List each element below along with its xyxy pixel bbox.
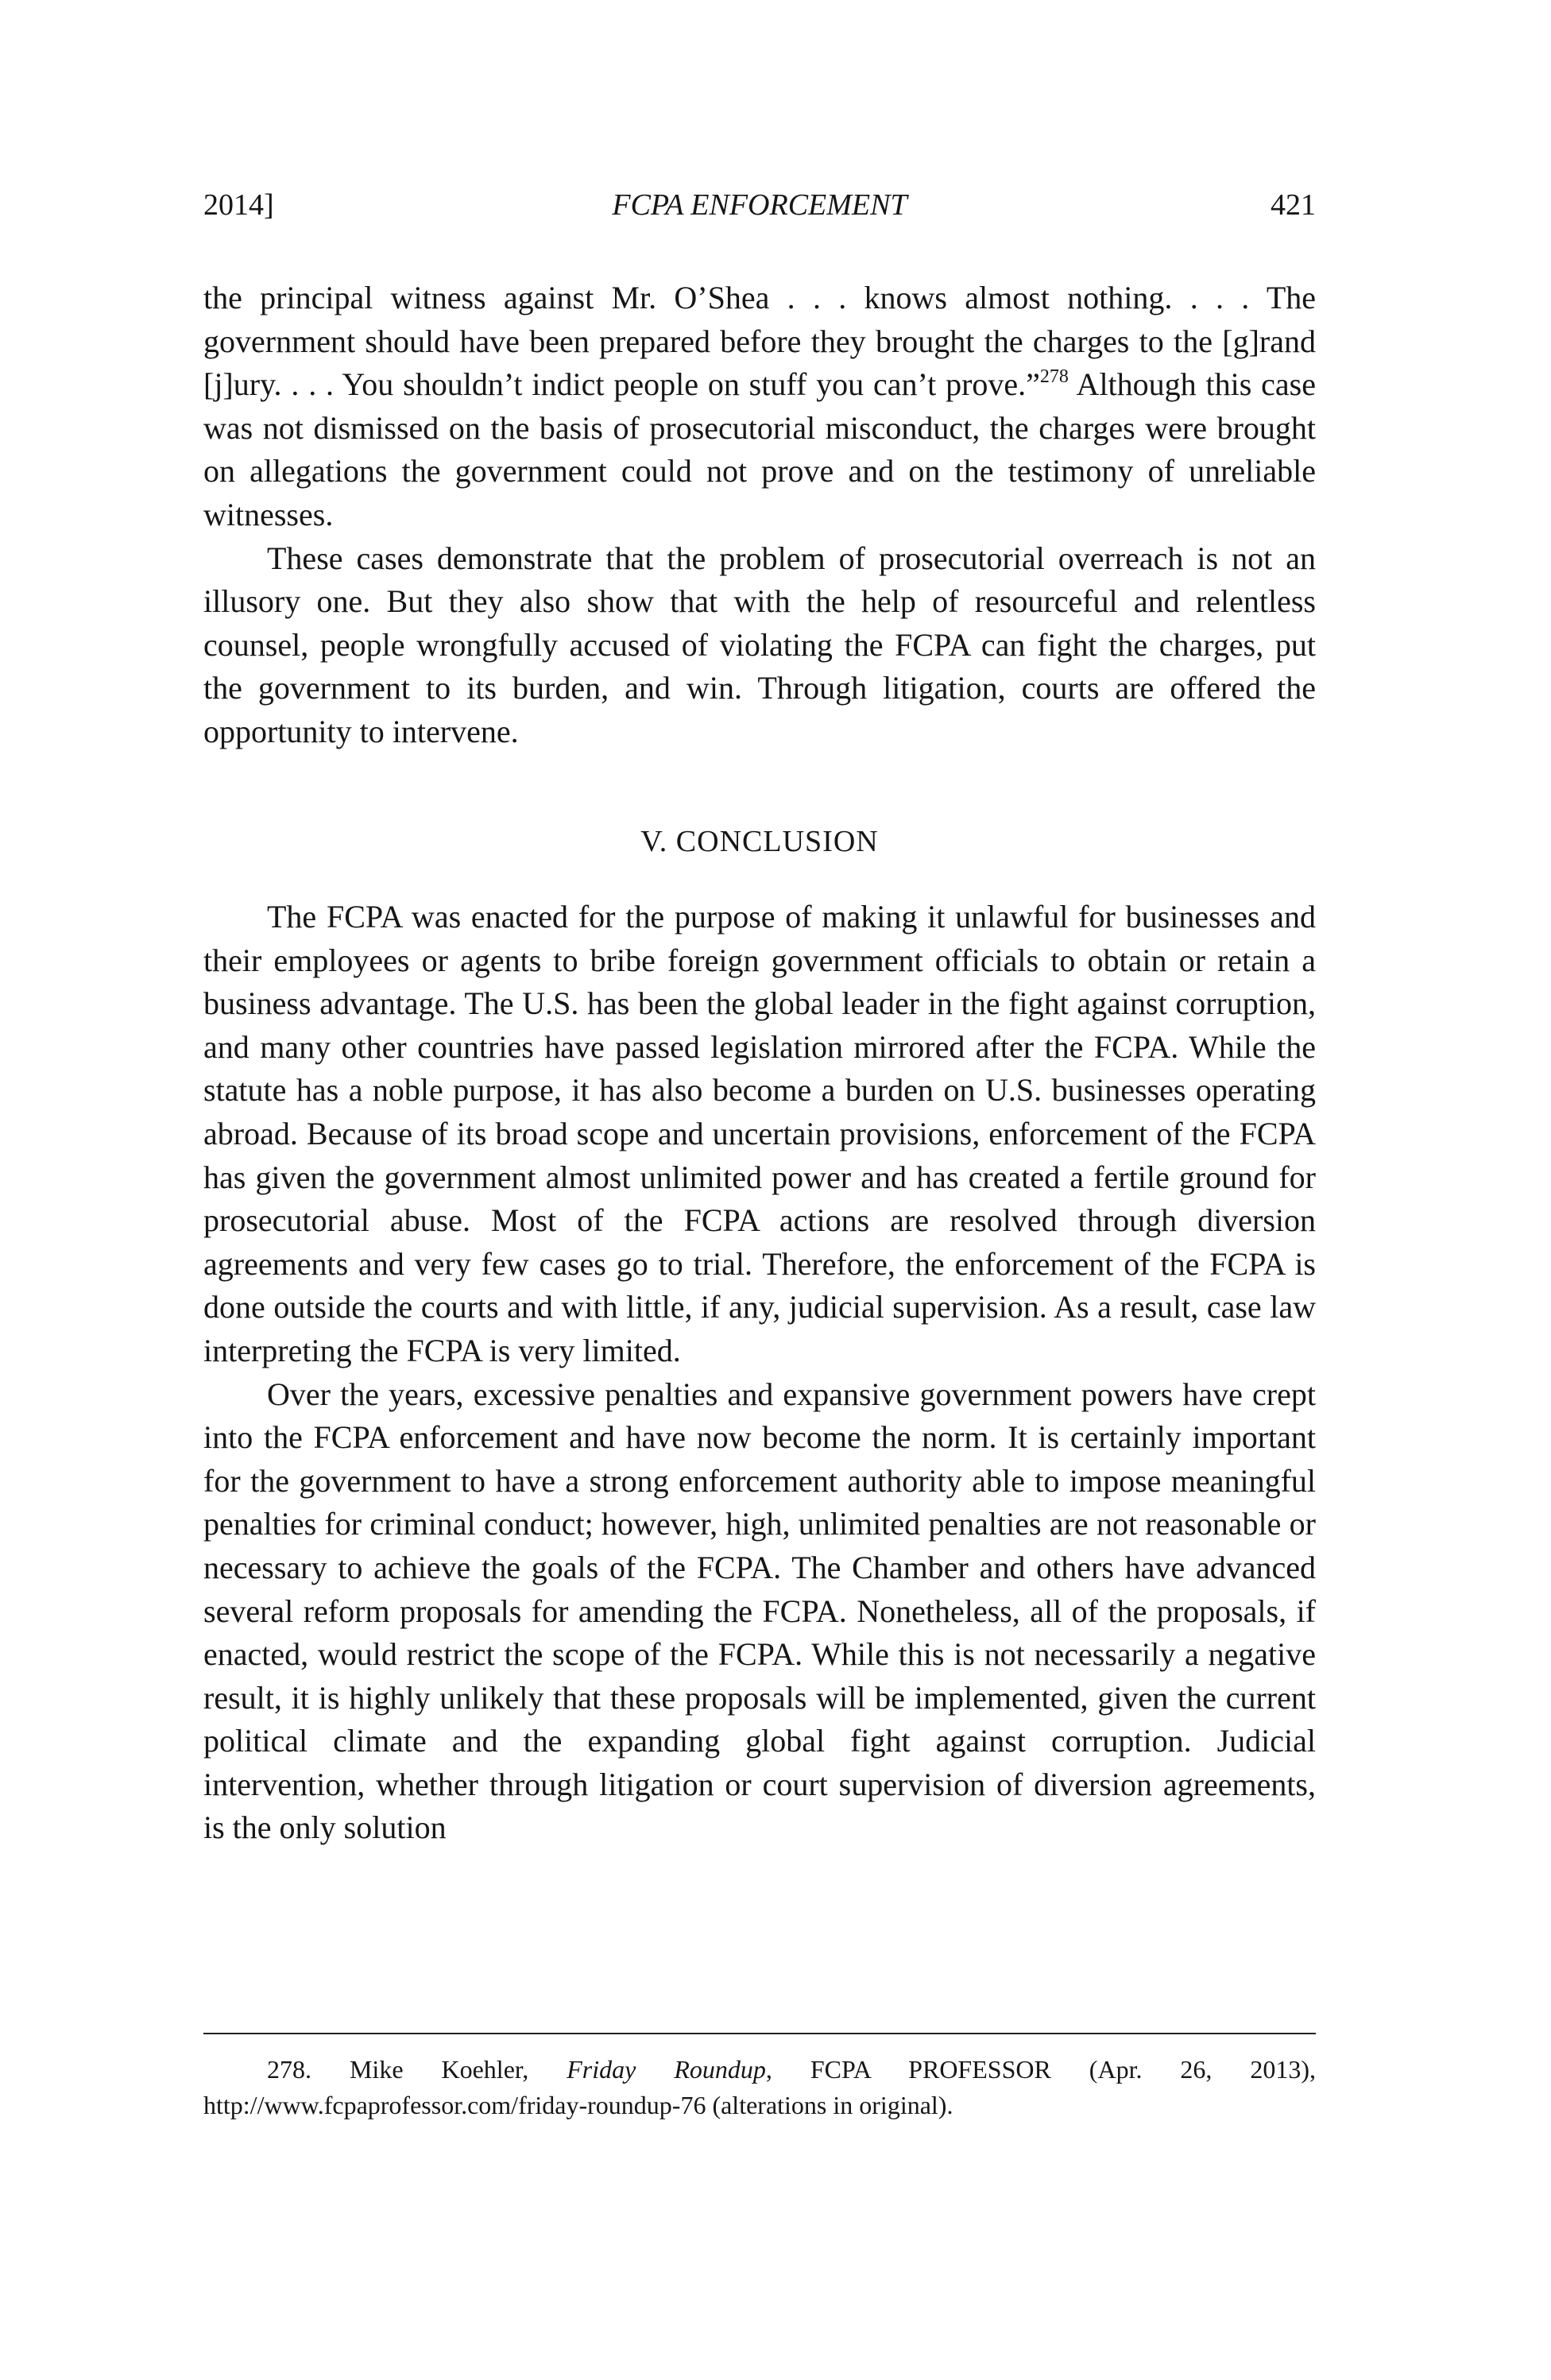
footnotes: [203, 2052, 1316, 2123]
paragraph-over-the-years: Over the years, excessive penalties and expansive government powers have crept into the FCPA enforcement and have now become the norm. It is certainly important for the government to have a strong enforcement authority able to impose meaningful penalties for criminal conduct; however, high, unlimited penalties are not reasonable or necessary to achieve the goals of the FCPA. The Chamber and others have advanced several reform proposals for amending the FCPA. Nonetheless, all of the proposals, if enacted, would restrict the scope of the FCPA. While this is not necessarily a negative result, it is highly unlikely that these proposals will be implemented, given the current political climate and the expanding global fight against corruption. Judicial intervention, whether through litigation or court supervision of diversion agreements, is the only solution: [203, 1376, 1316, 1846]
footnote-author: Mike Koehler,: [311, 2055, 567, 2084]
footnote-278: [203, 2052, 1316, 2123]
body-text-continuation: [203, 277, 1316, 754]
body-text-conclusion: [203, 896, 1316, 1850]
footnote-divider: [203, 2033, 1316, 2034]
running-head-title: FCPA ENFORCEMENT: [612, 188, 907, 222]
footnote-separator: ,: [765, 2055, 810, 2084]
footnote-reference-278[interactable]: 278: [1039, 366, 1069, 388]
section-heading-conclusion: V. CONCLUSION: [640, 825, 879, 858]
page-number: 421: [1271, 188, 1316, 222]
footnote-title: Friday Roundup: [567, 2055, 766, 2084]
footnote-source: FCPA PROFESSOR: [810, 2055, 1051, 2084]
paragraph-continued-quote: [203, 277, 1316, 537]
running-head: [203, 188, 1316, 235]
running-head-volume-year: 2014]: [203, 188, 274, 222]
quote-text: the principal witness against Mr. O’Shea . . . knows almost nothing. . . . The government should have been prepared before they brought the charges to the [g]rand [j]ury. . . . You shouldn’t indict people on stuff you can’t prove.”: [203, 280, 1316, 403]
paragraph-fcpa-enacted: The FCPA was enacted for the purpose of making it unlawful for businesses and their employees or agents to bribe foreign government officials to obtain or retain a business advantage. The U.S. has been the global leader in the fight against corruption, and many other countries have passed legislation mirrored after the FCPA. While the statute has a noble purpose, it has also become a burden on U.S. businesses operating abroad. Because of its broad scope and uncertain provisions, enforcement of the FCPA has given the government almost unlimited power and has created a fertile ground for prosecutorial abuse. Most of the FCPA actions are resolved through diversion agreements and very few cases go to trial. Therefore, the enforcement of the FCPA is done outside the courts and with little, if any, judicial supervision. As a result, case law interpreting the FCPA is very limited.: [203, 899, 1316, 1368]
footnote-citation-rest: (Apr. 26, 2013), http://www.fcpaprofessor.com/friday-roundup-76 (alterations in original).: [203, 2055, 1317, 2119]
footnote-number: 278.: [267, 2055, 311, 2084]
paragraph-text: Although this case was not dismissed on the basis of prosecutorial misconduct, the charges were brought on allegations the government could not prove and on the testimony of unreliable witnesses.: [203, 366, 1317, 532]
paragraph-cases-demonstrate: These cases demonstrate that the problem of prosecutorial overreach is not an illusory one. But they also show that with the help of resourceful and relentless counsel, people wrongfully accused of violating the FCPA can fight the charges, put the government to its burden, and win. Through litigation, courts are offered the opportunity to intervene.: [203, 540, 1316, 749]
